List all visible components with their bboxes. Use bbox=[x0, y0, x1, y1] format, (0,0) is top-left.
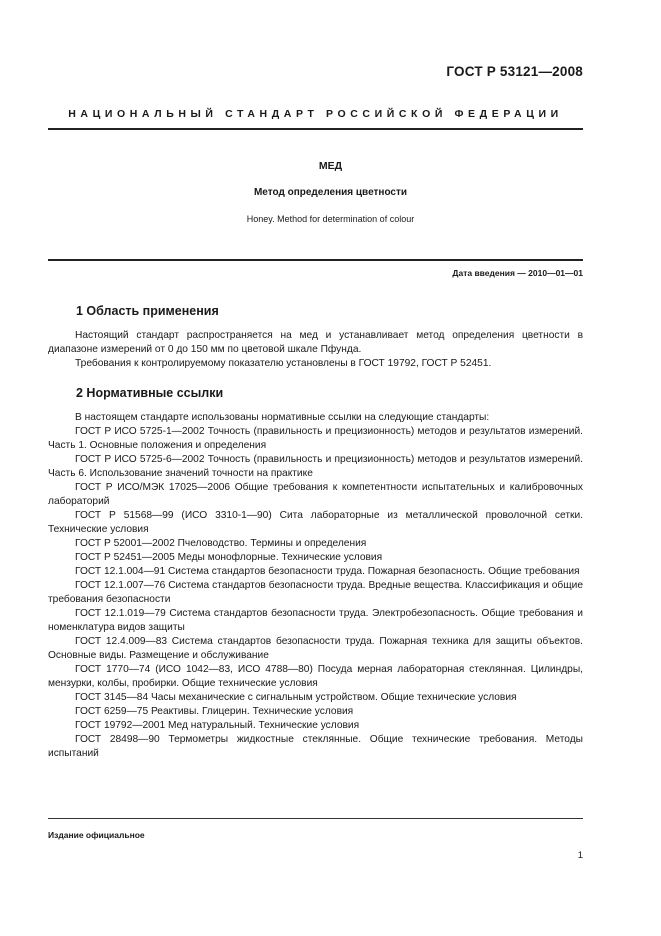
reference-item: ГОСТ 19792—2001 Мед натуральный. Технические условия bbox=[75, 720, 360, 731]
page-number: 1 bbox=[577, 850, 583, 861]
reference-item: ГОСТ Р ИСО 5725-6—2002 Точность (правильность и прецизионность) методов и результатов измерений. Часть 6. Использование значений точности на практике bbox=[48, 454, 583, 479]
document-title: МЕД bbox=[318, 160, 343, 172]
reference-item: ГОСТ Р 51568—99 (ИСО 3310-1—90) Сита лабораторные из металлической проволочной сетки. Технические условия bbox=[48, 510, 583, 535]
document-number: ГОСТ Р 53121—2008 bbox=[446, 64, 583, 79]
footer-divider bbox=[48, 818, 583, 819]
reference-item: ГОСТ Р 52451—2005 Меды монофлорные. Технические условия bbox=[75, 552, 383, 563]
reference-item: ГОСТ Р ИСО 5725-1—2002 Точность (правильность и прецизионность) методов и результатов измерений. Часть 1. Основные положения и определения bbox=[48, 426, 583, 451]
paragraph: Настоящий стандарт распространяется на мед и устанавливает метод определения цветности в диапазоне измерений от 0 до 150 мм по цветовой шкале Пфунда. bbox=[48, 330, 583, 355]
reference-item: ГОСТ 28498—90 Термометры жидкостные стеклянные. Общие технические требования. Методы испытаний bbox=[48, 734, 583, 759]
national-standard-banner: НАЦИОНАЛЬНЫЙ СТАНДАРТ РОССИЙСКОЙ ФЕДЕРАЦИИ bbox=[68, 108, 563, 120]
reference-item: ГОСТ 12.1.019—79 Система стандартов безопасности труда. Электробезопасность. Общие требования и номенклатура видов защиты bbox=[48, 608, 583, 633]
document-body bbox=[48, 303, 583, 761]
paragraph: Требования к контролируемому показателю установлены в ГОСТ 19792, ГОСТ Р 52451. bbox=[75, 358, 492, 369]
reference-item: ГОСТ 6259—75 Реактивы. Глицерин. Технические условия bbox=[75, 706, 354, 717]
reference-item: ГОСТ Р ИСО/МЭК 17025—2006 Общие требования к компетентности испытательных и калибровочных лабораторий bbox=[48, 482, 583, 507]
reference-item: ГОСТ 12.4.009—83 Система стандартов безопасности труда. Пожарная техника для защиты объектов. Основные виды. Размещение и обслуживание bbox=[48, 636, 583, 661]
paragraph: В настоящем стандарте использованы нормативные ссылки на следующие стандарты: bbox=[75, 412, 490, 423]
reference-item: ГОСТ 12.1.004—91 Система стандартов безопасности труда. Пожарная безопасность. Общие требования bbox=[75, 566, 580, 577]
introduction-date: Дата введения — 2010—01—01 bbox=[452, 268, 583, 278]
document-subtitle: Метод определения цветности bbox=[253, 187, 408, 198]
reference-item: ГОСТ 12.1.007—76 Система стандартов безопасности труда. Вредные вещества. Классификация и общие требования безопасности bbox=[48, 580, 583, 605]
official-edition-label: Издание официальное bbox=[48, 830, 145, 840]
document-title-english: Honey. Method for determination of colour bbox=[246, 214, 415, 224]
top-divider bbox=[48, 128, 583, 130]
reference-item: ГОСТ 3145—84 Часы механические с сигнальным устройством. Общие технические условия bbox=[75, 692, 517, 703]
reference-item: ГОСТ Р 52001—2002 Пчеловодство. Термины и определения bbox=[75, 538, 367, 549]
title-divider bbox=[48, 259, 583, 261]
section-heading: 1 Область применения bbox=[76, 304, 219, 318]
reference-item: ГОСТ 1770—74 (ИСО 1042—83, ИСО 4788—80) Посуда мерная лабораторная стеклянная. Цилиндры, мензурки, колбы, пробирки. Общие технические условия bbox=[48, 664, 583, 689]
section-heading: 2 Нормативные ссылки bbox=[76, 386, 224, 400]
